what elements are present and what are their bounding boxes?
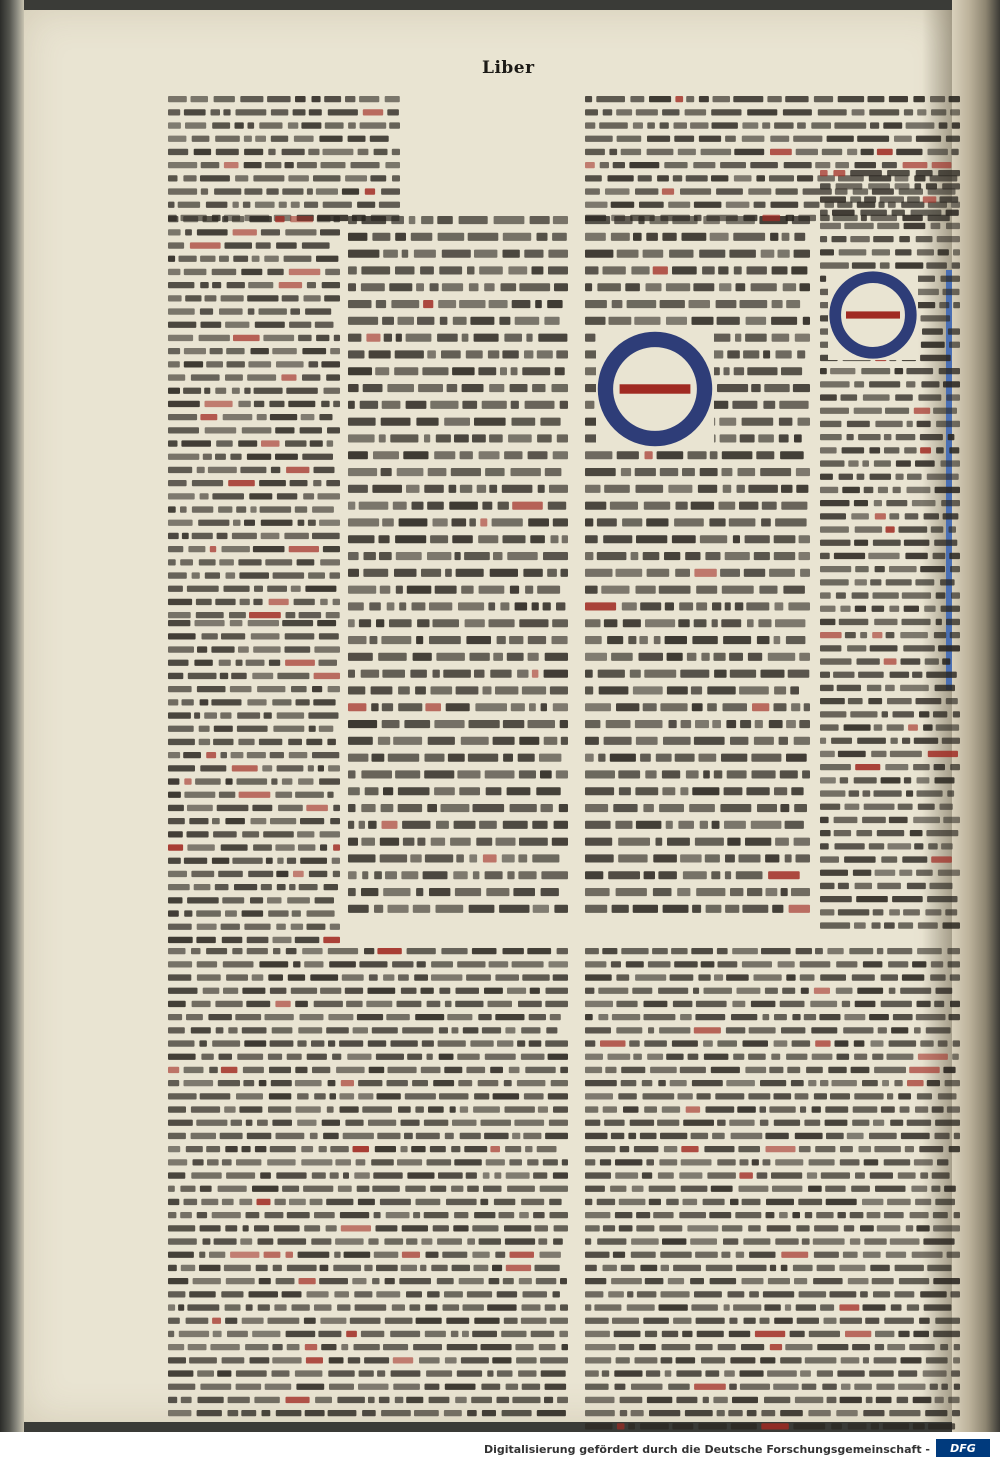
dfg-logo: DFG bbox=[936, 1439, 990, 1457]
decorated-initial-blue-large bbox=[596, 330, 714, 448]
running-head: Liber bbox=[482, 58, 535, 78]
commentary-block-left-narrow bbox=[168, 216, 340, 618]
main-text-column-right bbox=[585, 216, 810, 913]
footer-credit: Digitalisierung gefördert durch die Deutsche Forschungsgemeinschaft - bbox=[483, 1443, 930, 1456]
commentary-block-bottom-left bbox=[168, 948, 568, 1416]
decorated-initial-blue-right bbox=[828, 270, 918, 360]
commentary-block-left-top bbox=[168, 96, 400, 221]
main-text-column-left bbox=[348, 216, 568, 913]
commentary-block-bottom-right bbox=[585, 948, 960, 1443]
commentary-block-left-lower bbox=[168, 620, 340, 943]
